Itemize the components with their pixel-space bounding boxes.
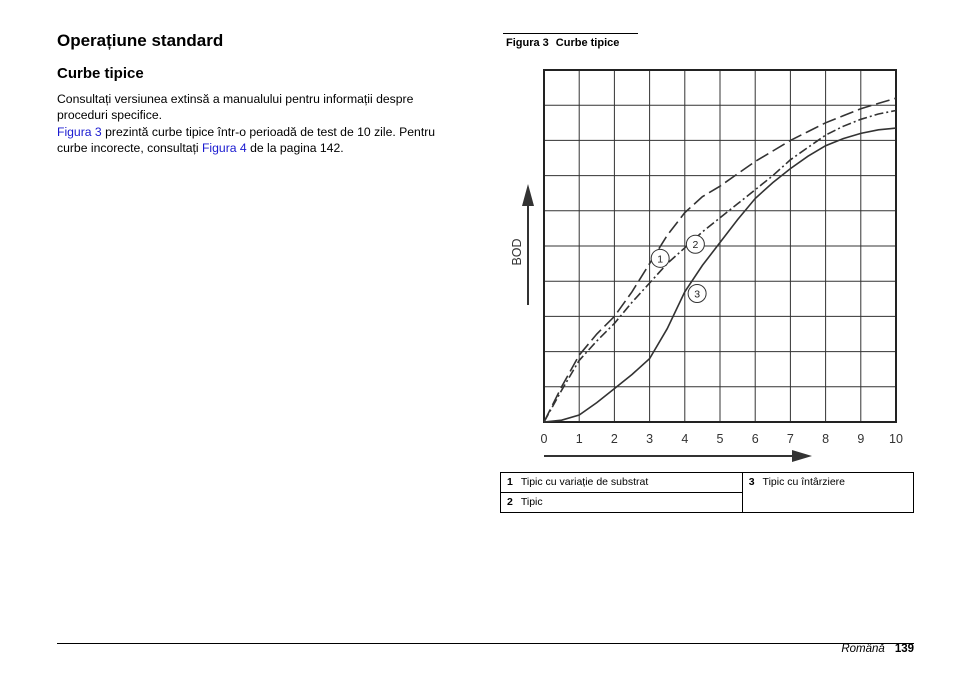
y-axis-label: BOD: [510, 238, 524, 266]
figure-3-link[interactable]: Figura 3: [57, 125, 102, 139]
legend-item-text: Tipic cu variație de substrat: [520, 476, 649, 488]
section-title: Operațiune standard: [57, 31, 224, 50]
x-tick-label: 3: [646, 432, 654, 446]
figure-caption-rule: [503, 33, 638, 34]
x-tick-label: 0: [540, 432, 548, 446]
y-axis-arrow-head: [522, 184, 534, 206]
curve-marker-label: 3: [694, 288, 701, 301]
page-footer: [841, 643, 914, 655]
x-tick-label: 8: [822, 432, 830, 446]
footer-rule: [57, 643, 914, 644]
figure-number: Figura 3: [506, 37, 549, 49]
legend-item: [742, 473, 913, 513]
page-number: 139: [894, 643, 914, 655]
paragraph-text-end: de la pagina 142.: [246, 141, 344, 155]
intro-paragraph: Consultați versiunea extinsă a manualului pentru informații despre proceduri specifice.: [57, 92, 414, 122]
legend-item: [501, 473, 743, 493]
x-tick-label: 1: [575, 432, 583, 446]
legend-item: [501, 493, 743, 513]
legend-item-text: Tipic cu întârziere: [762, 476, 846, 488]
legend-item-number: 3: [748, 476, 755, 488]
footer-language: Română: [841, 643, 885, 655]
figure-legend: [500, 472, 914, 513]
x-tick-label: 7: [786, 432, 794, 446]
figure-reference-paragraph: [57, 124, 467, 156]
figure-4-link[interactable]: Figura 4: [201, 141, 247, 155]
curve-marker-label: 1: [657, 253, 664, 266]
paragraph-text: prezintă curbe tipice într-o perioadă de test de 10 zile. Pentru curbe incorecte, consultați: [57, 125, 436, 155]
x-tick-label: 9: [857, 432, 865, 446]
subsection-title: Curbe tipice: [57, 65, 144, 82]
x-tick-label: 2: [610, 432, 618, 446]
x-tick-label: 6: [751, 432, 759, 446]
x-tick-label: 4: [681, 432, 689, 446]
figure-title: Curbe tipice: [555, 37, 620, 49]
curve-marker-label: 2: [692, 239, 699, 252]
x-axis-arrow-head: [792, 450, 812, 462]
legend-item-number: 1: [507, 476, 513, 488]
x-tick-label: 5: [716, 432, 724, 446]
legend-item-text: Tipic: [520, 496, 543, 508]
figure-caption: [506, 37, 619, 49]
typical-curves-chart: [500, 60, 910, 465]
x-tick-label: 10: [889, 432, 903, 446]
legend-item-number: 2: [507, 496, 513, 508]
